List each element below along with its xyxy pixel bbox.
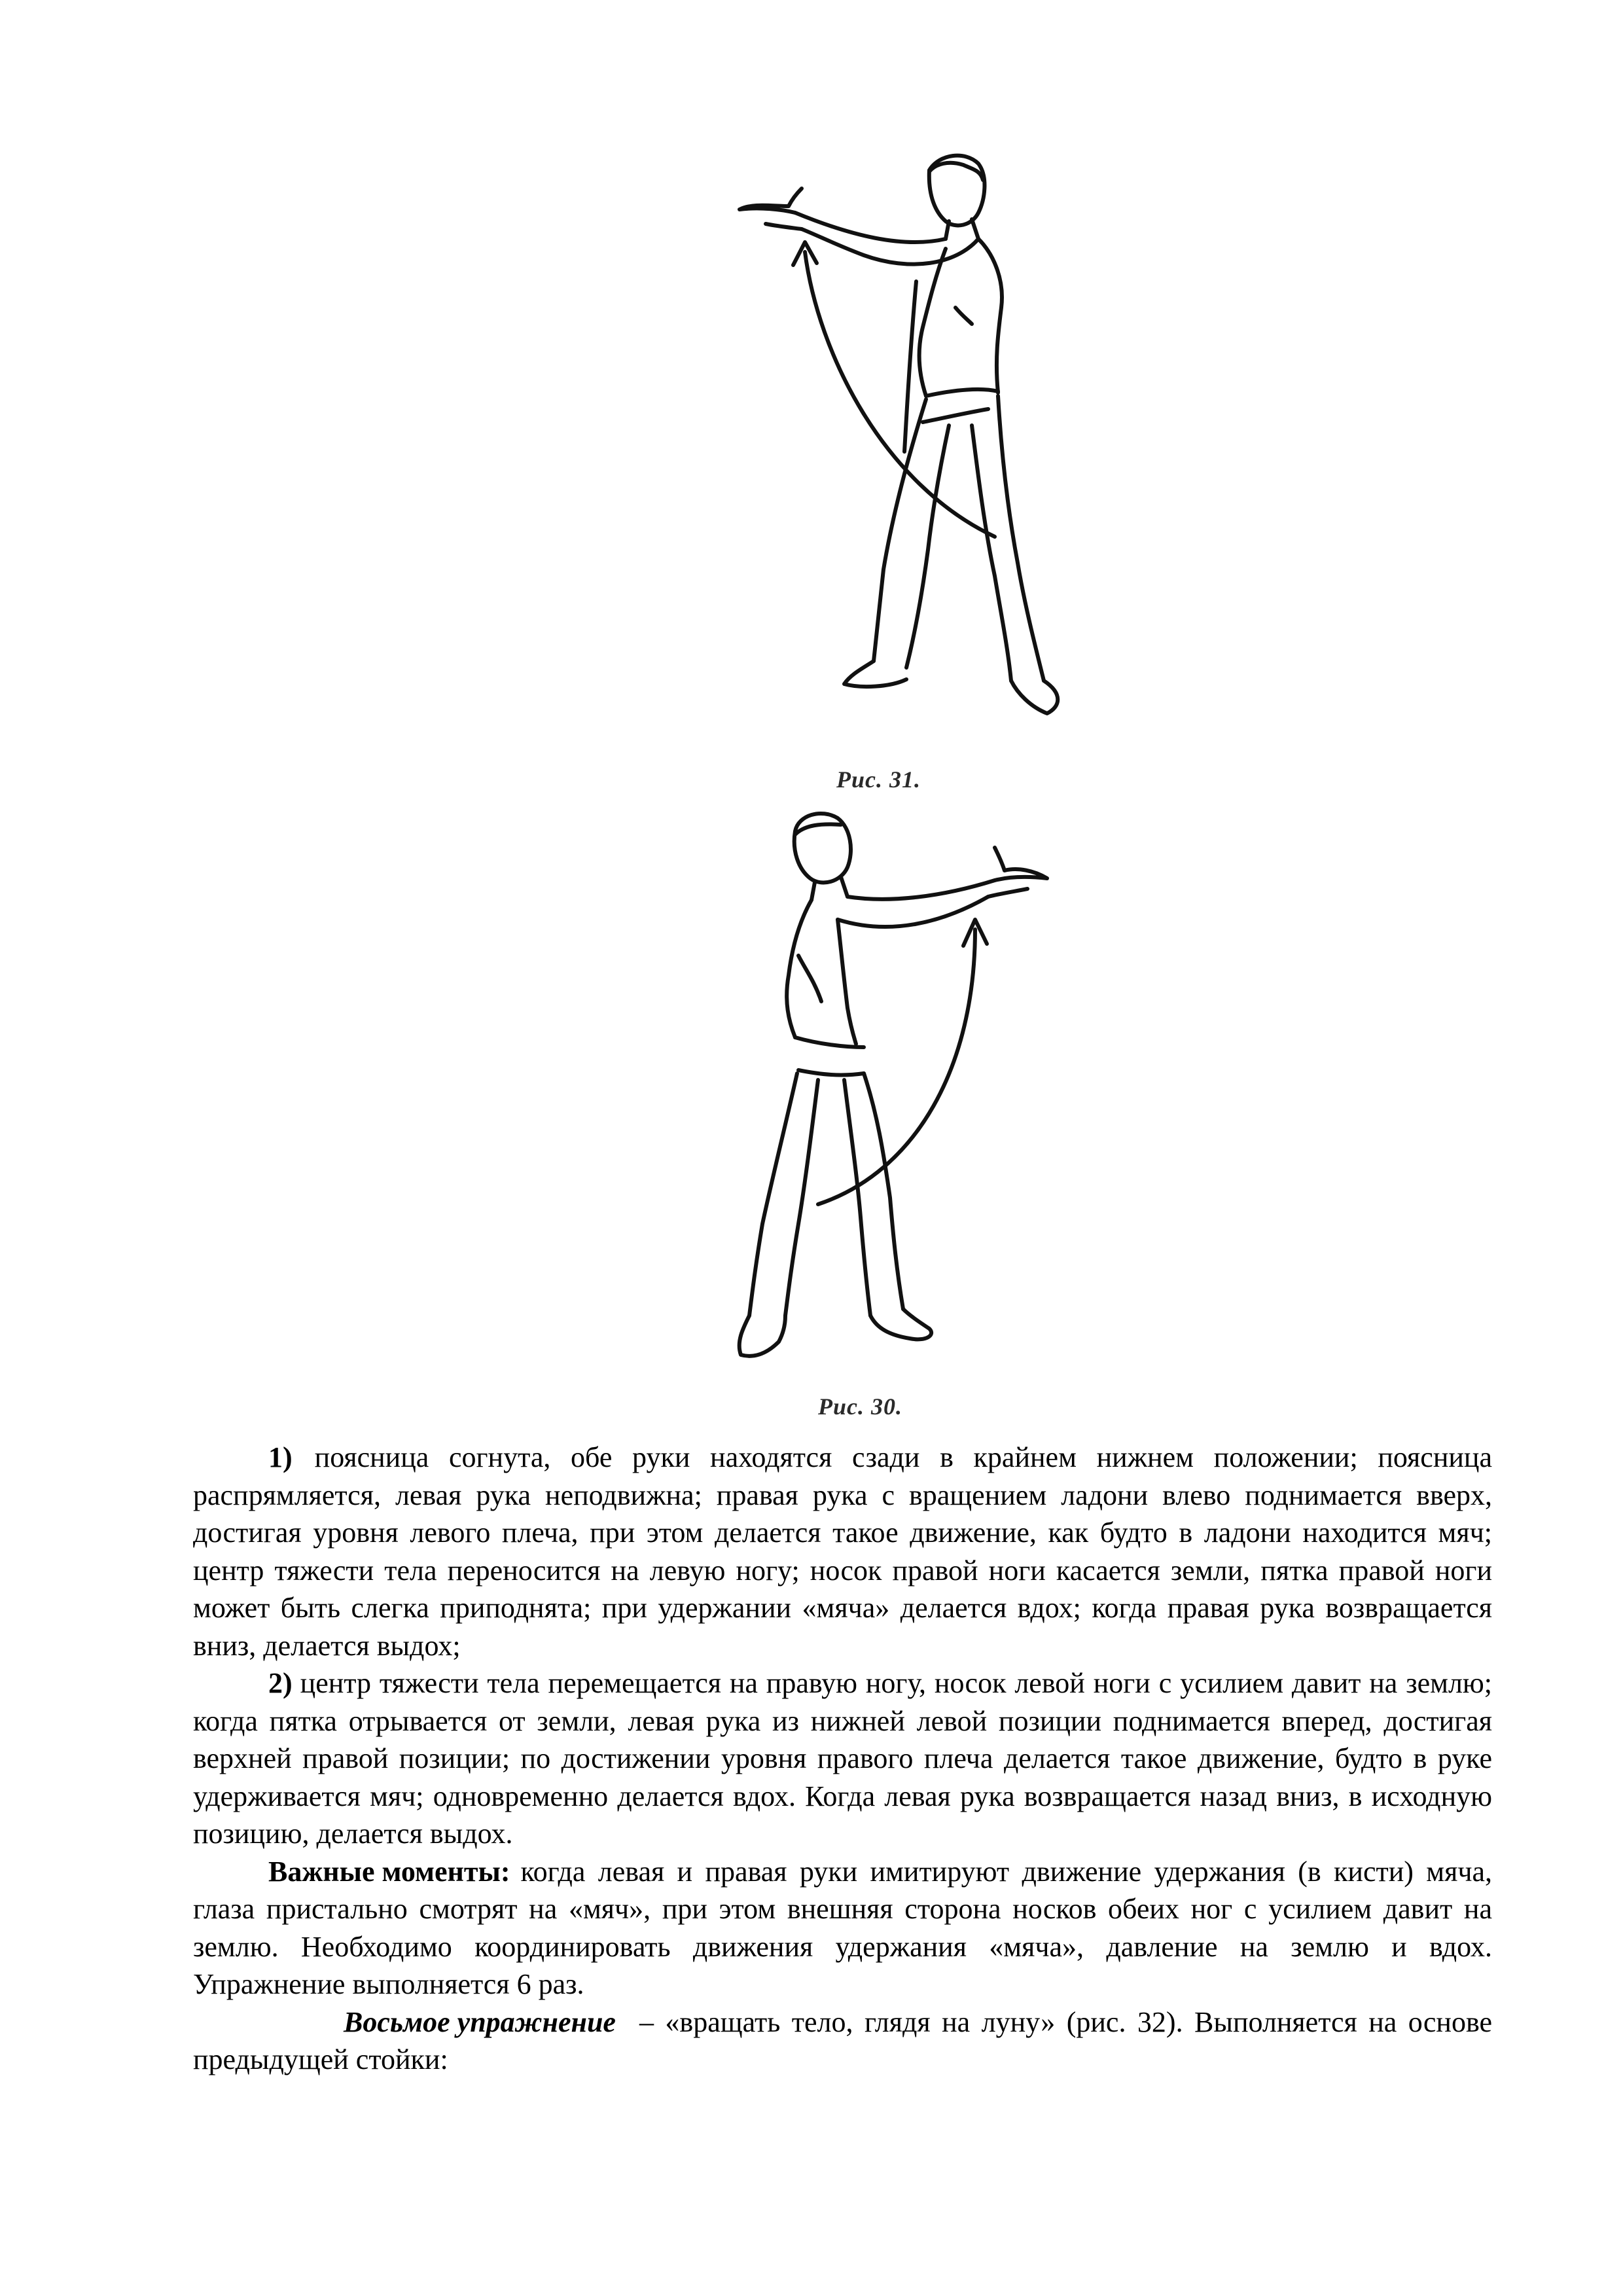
paragraph-1 (193, 1439, 1492, 1664)
exercise-8-heading: Восьмое упражнение (344, 2005, 616, 2038)
paragraph-2 (193, 1664, 1492, 1853)
figure-31 (720, 144, 1086, 746)
figure-31-illustration (720, 144, 1086, 746)
figure-31-caption: Рис. 31. (836, 766, 921, 793)
paragraph-exercise-8 (193, 2003, 1492, 2079)
important-points-heading: Важные моменты: (268, 1855, 510, 1888)
paragraph-1-number: 1) (268, 1441, 293, 1473)
paragraph-2-text: центр тяжести тела перемещается на правую ногу, носок левой ноги с усилием давит на землю; когда пятка отрывается от земли, левая рука из нижней левой позиции поднимается вперед, достигая верхней правой позиции; по достижении уровня правого плеча делается такое движение, будто в руке удерживается мяч; одновременно делается вдох. Когда левая рука возвращается назад вниз, в исходную позицию, делается выдох. (193, 1667, 1492, 1850)
exercise-8-text: – «вращать тело, глядя на луну» (рис. 32). Выполняется на основе предыдущей стойки: (193, 2005, 1492, 2075)
body-text (193, 1439, 1492, 2079)
paragraph-1-text: поясница согнута, обе руки находятся сзади в крайнем нижнем положении; поясница распрямляется, левая рука неподвижна; правая рука с вращением ладони влево поднимается вверх, достигая уровня левого плеча, при этом делается такое движение, как будто в ладони находится мяч; центр тяжести тела переносится на левую ногу; носок правой ноги касается земли, пятка правой ноги может быть слегка приподнята; при удержании «мяча» делается вдох; когда правая рука возвращается вниз, делается выдох; (193, 1441, 1492, 1662)
figure-30-caption: Рис. 30. (818, 1393, 902, 1420)
paragraph-important (193, 1853, 1492, 2003)
important-points-text: когда левая и правая руки имитируют движение удержания (в кисти) мяча, глаза пристально смотрят на «мяч», при этом внешняя сторона носков обеих ног с усилием давит на землю. Необходимо координировать движения удержания «мяча», давление на землю и вдох. Упражнение выполняется 6 раз. (193, 1855, 1492, 2000)
figure-30-illustration (707, 805, 1073, 1381)
figure-30 (707, 805, 1073, 1381)
paragraph-2-number: 2) (268, 1667, 293, 1699)
